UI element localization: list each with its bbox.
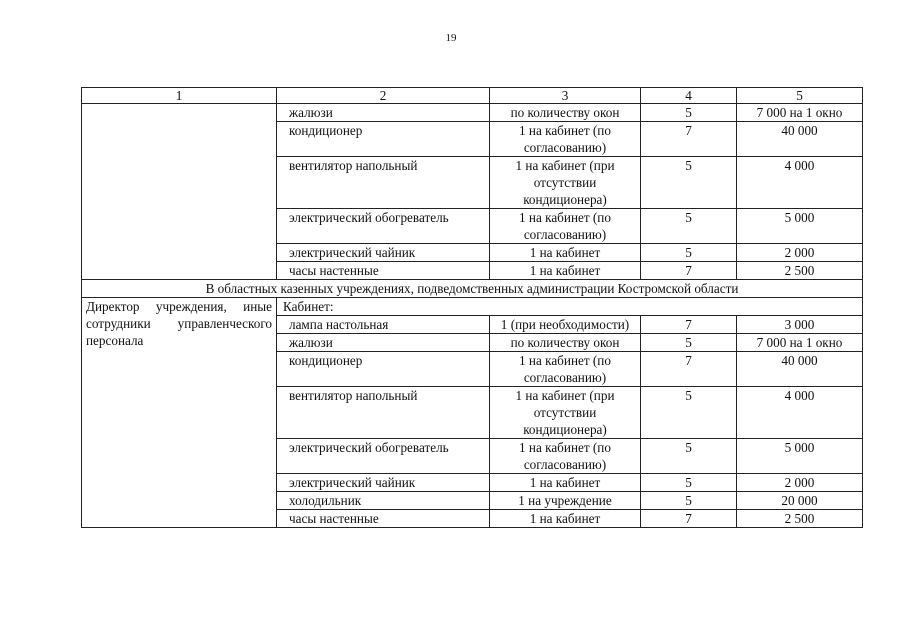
section-heading-row — [82, 280, 863, 298]
item-name: часы настенные — [277, 510, 490, 528]
item-price: 2 000 — [737, 244, 863, 262]
item-price: 2 000 — [737, 474, 863, 492]
item-term: 7 — [641, 316, 737, 334]
item-norm: 1 на кабинет — [490, 244, 641, 262]
item-term: 5 — [641, 492, 737, 510]
item-price: 7 000 на 1 окно — [737, 104, 863, 122]
table-row — [82, 104, 863, 122]
item-price: 5 000 — [737, 209, 863, 244]
sub-heading: Кабинет: — [277, 298, 863, 316]
item-term: 5 — [641, 209, 737, 244]
item-term: 7 — [641, 352, 737, 387]
column-header-3: 3 — [490, 88, 641, 104]
item-price: 4 000 — [737, 387, 863, 439]
item-term: 7 — [641, 510, 737, 528]
column-header-2: 2 — [277, 88, 490, 104]
item-norm: 1 на кабинет (по согласованию) — [490, 209, 641, 244]
item-norm: 1 на учреждение — [490, 492, 641, 510]
item-term: 5 — [641, 439, 737, 474]
item-name: электрический обогреватель — [277, 209, 490, 244]
item-name: лампа настольная — [277, 316, 490, 334]
item-norm: 1 (при необходимости) — [490, 316, 641, 334]
item-price: 7 000 на 1 окно — [737, 334, 863, 352]
column-header-1: 1 — [82, 88, 277, 104]
table-row — [82, 298, 863, 316]
equipment-norms-table — [81, 87, 863, 528]
item-name: электрический обогреватель — [277, 439, 490, 474]
item-norm: 1 на кабинет — [490, 510, 641, 528]
item-norm: 1 на кабинет (по согласованию) — [490, 352, 641, 387]
item-term: 5 — [641, 474, 737, 492]
item-term: 5 — [641, 244, 737, 262]
item-name: электрический чайник — [277, 244, 490, 262]
item-norm: 1 на кабинет (при отсутствии кондиционера) — [490, 387, 641, 439]
item-name: холодильник — [277, 492, 490, 510]
item-price: 2 500 — [737, 510, 863, 528]
item-price: 40 000 — [737, 352, 863, 387]
item-price: 4 000 — [737, 157, 863, 209]
item-price: 40 000 — [737, 122, 863, 157]
item-name: жалюзи — [277, 334, 490, 352]
item-name: электрический чайник — [277, 474, 490, 492]
column-header-4: 4 — [641, 88, 737, 104]
item-term: 7 — [641, 122, 737, 157]
item-price: 3 000 — [737, 316, 863, 334]
item-name: вентилятор напольный — [277, 157, 490, 209]
empty-position-cell — [82, 104, 277, 280]
item-price: 20 000 — [737, 492, 863, 510]
item-norm: 1 на кабинет — [490, 262, 641, 280]
item-name: кондиционер — [277, 122, 490, 157]
item-term: 5 — [641, 157, 737, 209]
item-name: кондиционер — [277, 352, 490, 387]
item-norm: по количеству окон — [490, 334, 641, 352]
column-number-row — [82, 88, 863, 104]
item-name: часы настенные — [277, 262, 490, 280]
item-norm: 1 на кабинет (по согласованию) — [490, 122, 641, 157]
item-term: 5 — [641, 334, 737, 352]
section-heading: В областных казенных учреждениях, подведомственных администрации Костромской области — [82, 280, 863, 298]
page-number: 19 — [445, 32, 457, 44]
item-norm: 1 на кабинет (при отсутствии кондиционера) — [490, 157, 641, 209]
item-name: вентилятор напольный — [277, 387, 490, 439]
item-term: 5 — [641, 104, 737, 122]
item-term: 5 — [641, 387, 737, 439]
item-norm: 1 на кабинет — [490, 474, 641, 492]
item-price: 5 000 — [737, 439, 863, 474]
position-cell: Директор учреждения, иные сотрудники управленческого персонала — [82, 298, 277, 528]
item-name: жалюзи — [277, 104, 490, 122]
item-term: 7 — [641, 262, 737, 280]
item-price: 2 500 — [737, 262, 863, 280]
item-norm: 1 на кабинет (по согласованию) — [490, 439, 641, 474]
column-header-5: 5 — [737, 88, 863, 104]
item-norm: по количеству окон — [490, 104, 641, 122]
